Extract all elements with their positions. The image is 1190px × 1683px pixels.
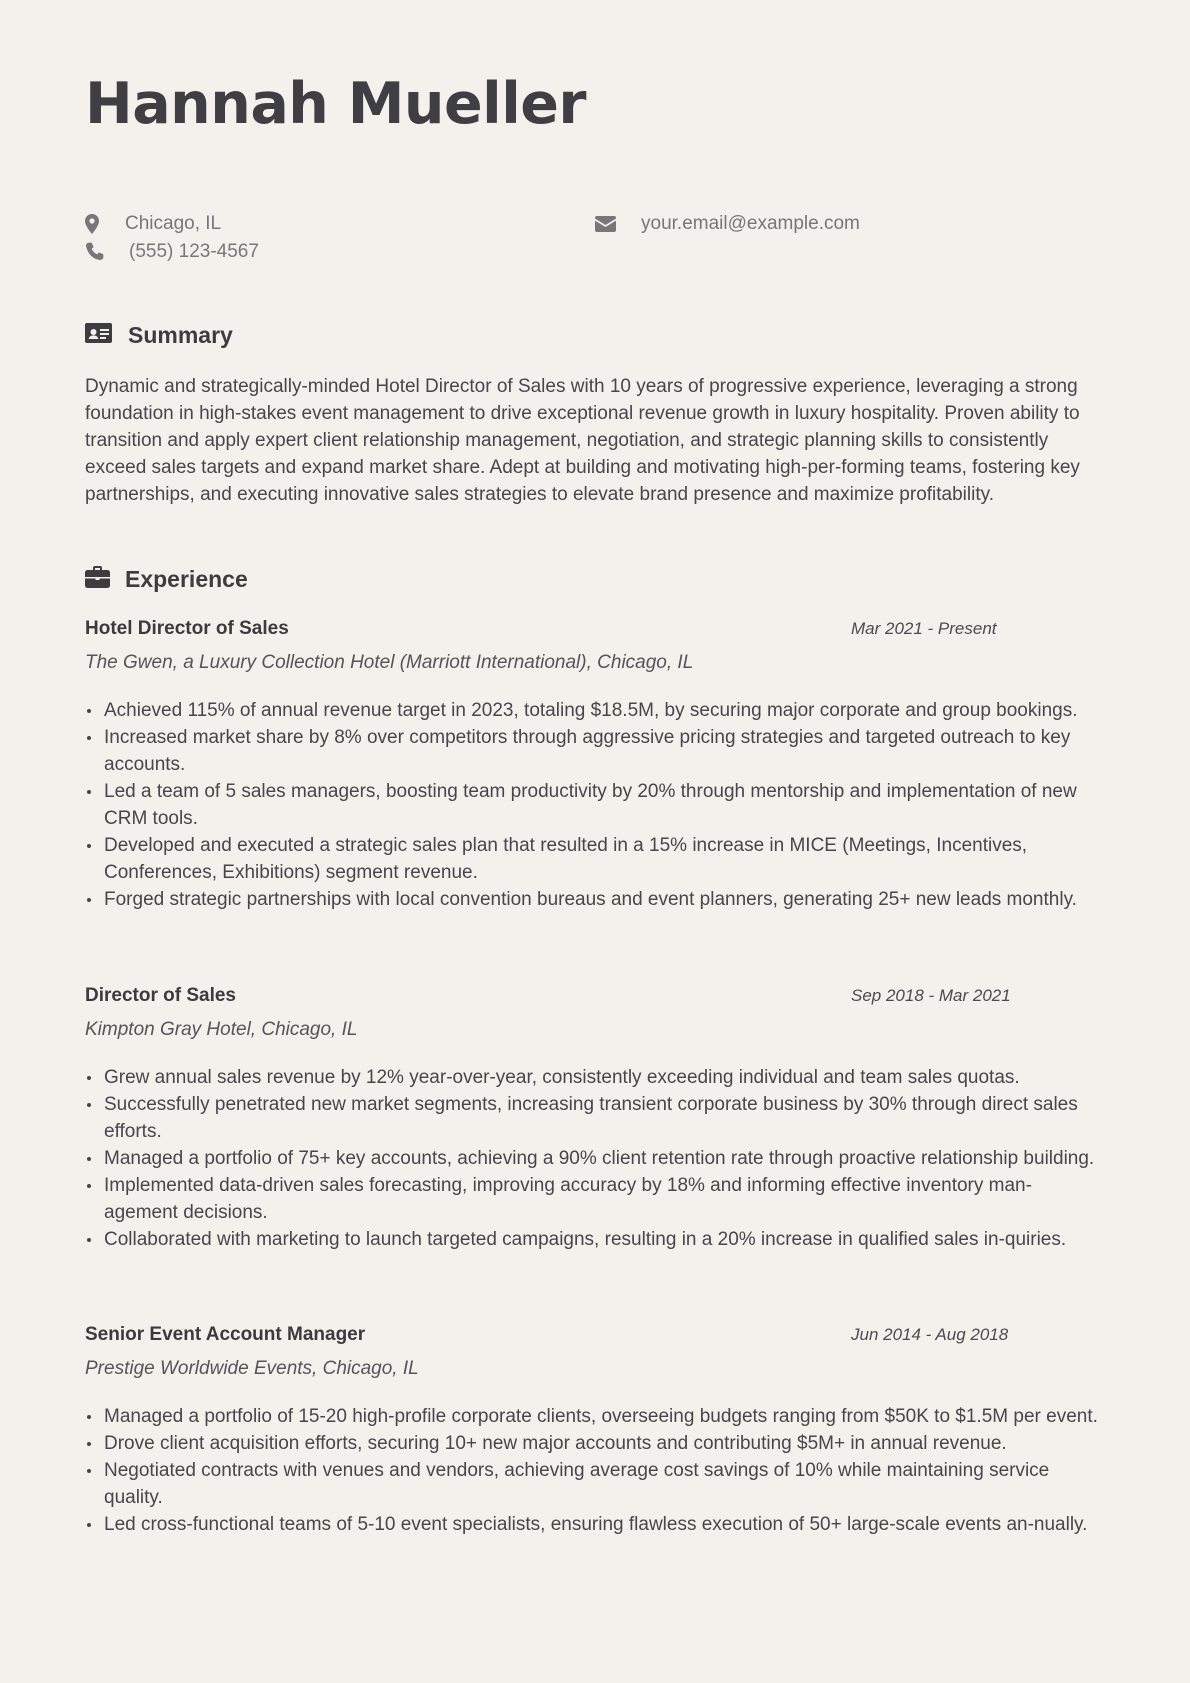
job-company: The Gwen, a Luxury Collection Hotel (Marriott International), Chicago, IL (85, 652, 694, 673)
job-entry (85, 1322, 1105, 1538)
bullet-item: Drove client acquisition efforts, securing 10+ new major accounts and contributing $5M+ in annual revenue. (85, 1430, 1105, 1457)
id-card-icon (85, 323, 128, 348)
phone-icon (85, 242, 129, 262)
job-entry (85, 983, 1105, 1253)
bullet-item: Led a team of 5 sales managers, boosting team productivity by 20% through mentorship and implementation of new CRM tools. (85, 778, 1105, 832)
summary-text: Dynamic and strategically-minded Hotel Director of Sales with 10 years of progressive experience, leveraging a strong foundation in high-stakes event management to drive exceptional revenue growth in luxury hospitality. Proven ability to transition and apply expert client relationship management, negotiation, and strategic planning skills to consistently exceed sales targets and expand market share. Adept at building and motivating high-per-forming teams, fostering key partnerships, and executing innovative sales strategies to elevate brand presence and maximize profitability. (85, 376, 1080, 505)
job-company: Kimpton Gray Hotel, Chicago, IL (85, 1019, 358, 1040)
candidate-name: Hannah Mueller (85, 71, 587, 137)
contact-phone (85, 240, 259, 264)
experience-title: Experience (125, 566, 248, 592)
envelope-icon (595, 216, 641, 232)
phone-text: (555) 123-4567 (129, 241, 259, 262)
job-bullets (85, 1064, 1105, 1253)
summary-title: Summary (128, 322, 233, 348)
map-pin-icon (85, 214, 125, 234)
job-dates: Jun 2014 - Aug 2018 (851, 1325, 1009, 1344)
bullet-item: Led cross-functional teams of 5-10 event specialists, ensuring flawless execution of 50+ large-scale events an-nually. (85, 1511, 1105, 1538)
job-entry (85, 616, 1105, 913)
job-dates: Mar 2021 - Present (851, 619, 997, 638)
briefcase-icon (85, 566, 125, 593)
bullet-item: Successfully penetrated new market segments, increasing transient corporate business by 30% through direct sales efforts. (85, 1091, 1105, 1145)
bullet-item: Negotiated contracts with venues and vendors, achieving average cost savings of 10% while maintaining service quality. (85, 1457, 1105, 1511)
job-title: Senior Event Account Manager (85, 1324, 366, 1345)
location-text: Chicago, IL (125, 213, 222, 234)
job-title: Director of Sales (85, 985, 236, 1006)
summary-heading (85, 322, 233, 349)
contact-email (595, 212, 860, 236)
email-link[interactable]: your.email@example.com (641, 213, 860, 234)
bullet-item: Increased market share by 8% over competitors through aggressive pricing strategies and targeted outreach to key accounts. (85, 724, 1105, 778)
bullet-item: Developed and executed a strategic sales plan that resulted in a 15% increase in MICE (Meetings, Incentives, Conferences, Exhibitions) segment revenue. (85, 832, 1105, 886)
bullet-item: Managed a portfolio of 75+ key accounts, achieving a 90% client retention rate through proactive relationship building. (85, 1145, 1105, 1172)
bullet-item: Grew annual sales revenue by 12% year-over-year, consistently exceeding individual and team sales quotas. (85, 1064, 1105, 1091)
bullet-item: Collaborated with marketing to launch targeted campaigns, resulting in a 20% increase in qualified sales in-quiries. (85, 1226, 1105, 1253)
job-title: Hotel Director of Sales (85, 618, 289, 639)
bullet-item: Forged strategic partnerships with local convention bureaus and event planners, generating 25+ new leads monthly. (85, 886, 1105, 913)
bullet-item: Implemented data-driven sales forecasting, improving accuracy by 18% and informing effective inventory man-agement decisions. (85, 1172, 1105, 1226)
bullet-item: Achieved 115% of annual revenue target in 2023, totaling $18.5M, by securing major corporate and group bookings. (85, 697, 1105, 724)
experience-heading (85, 566, 248, 593)
job-company: Prestige Worldwide Events, Chicago, IL (85, 1358, 419, 1379)
job-bullets (85, 1403, 1105, 1538)
job-bullets (85, 697, 1105, 913)
bullet-item: Managed a portfolio of 15-20 high-profile corporate clients, overseeing budgets ranging from $50K to $1.5M per event. (85, 1403, 1105, 1430)
job-dates: Sep 2018 - Mar 2021 (851, 986, 1011, 1005)
contact-location (85, 212, 221, 236)
